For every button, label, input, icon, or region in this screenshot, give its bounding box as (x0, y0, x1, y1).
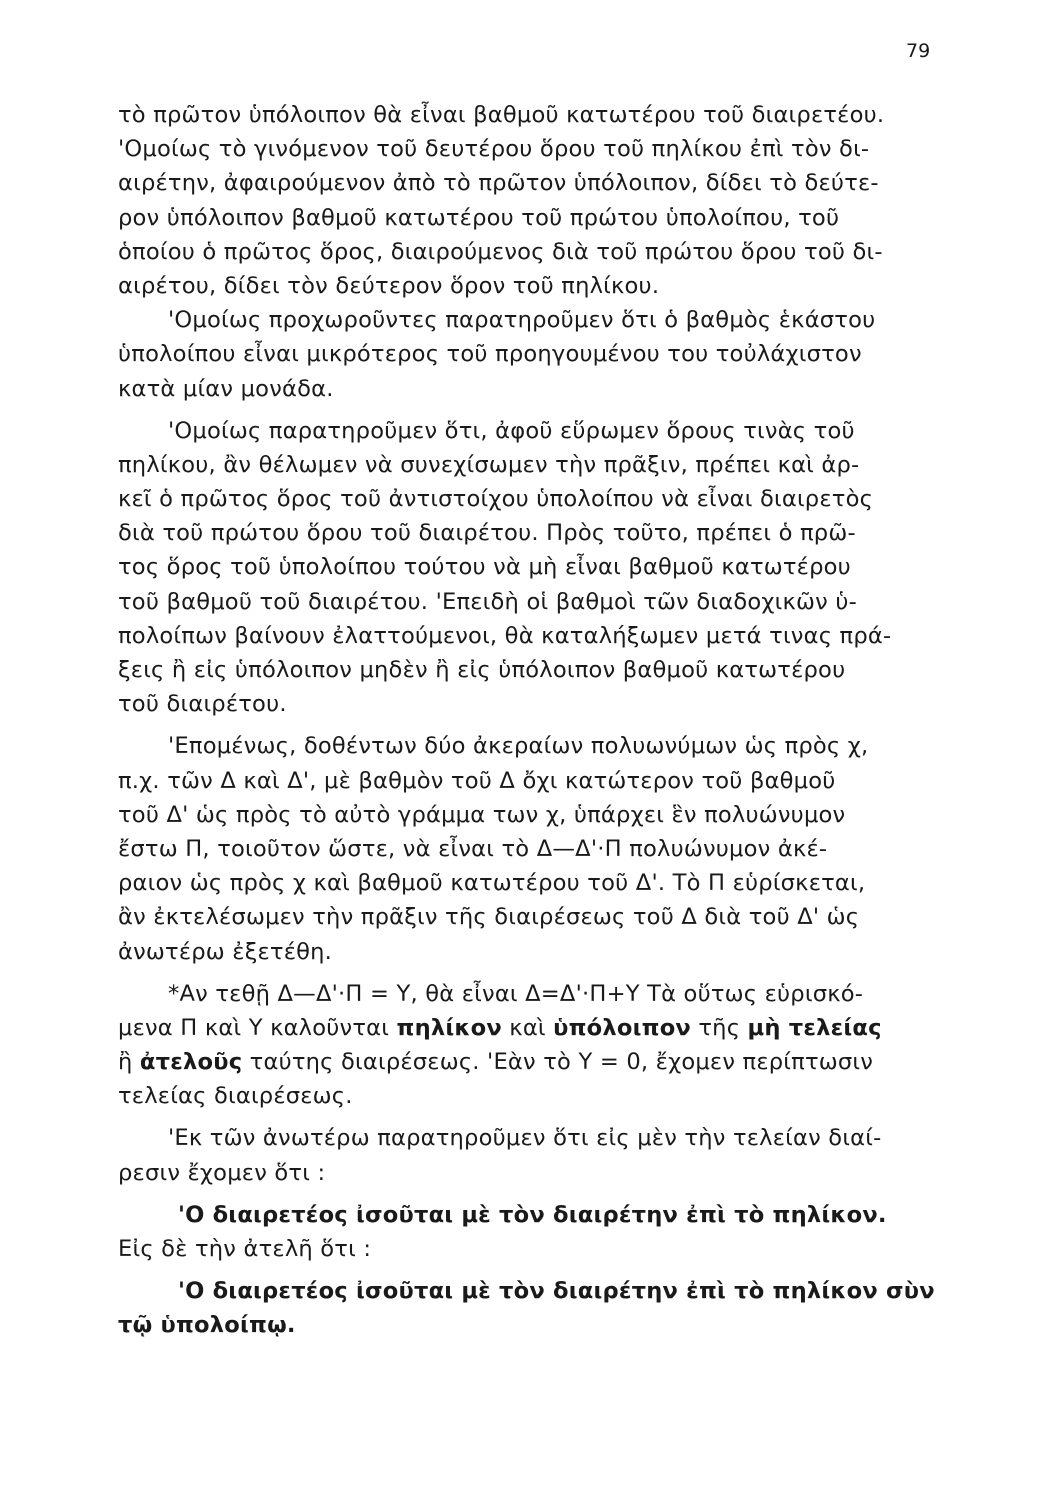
text-span: τοῦ Δ' ὡς πρὸς τὸ αὐτὸ γράμμα των χ, ὑπάρχει ἓν πολυώνυμον (118, 801, 846, 828)
text-line (118, 1232, 940, 1266)
text-span: διὰ τοῦ πρώτου ὅρου τοῦ διαιρέτου. Πρὸς τοῦτο, πρέπει ὁ πρῶ- (118, 520, 856, 547)
text-span: αιρέτην, ἀφαιρούμενον ἀπὸ τὸ πρῶτον ὑπόλοιπον, δίδει τὸ δεύτε- (118, 170, 879, 197)
text-line (118, 1079, 940, 1113)
text-span: ἂν ἐκτελέσωμεν τὴν πρᾶξιν τῆς διαιρέσεως τοῦ Δ διὰ τοῦ Δ' ὡς (118, 904, 860, 931)
text-span: τὸ πρῶτον ὑπόλοιπον θὰ εἶναι βαθμοῦ κατωτέρου τοῦ διαιρετέου. (118, 102, 885, 128)
text-line (118, 1011, 940, 1045)
text-line (118, 1198, 940, 1232)
text-span: ἔστω Π, τοιοῦτον ὥστε, νὰ εἶναι τὸ Δ—Δ'·Π πολυώνυμον ἀκέ- (118, 835, 828, 862)
text-span: ρον ὑπόλοιπον βαθμοῦ κατωτέρου τοῦ πρώτου ὑπολοίπου, τοῦ (118, 204, 840, 231)
bold-text: μὴ τελείας (747, 1014, 882, 1041)
text-span: ἀνωτέρω ἐξετέθη. (118, 938, 333, 965)
text-line (118, 337, 940, 371)
text-line (118, 201, 940, 235)
text-line (118, 764, 940, 798)
text-span: ξεις ἢ εἰς ὑπόλοιπον μηδὲν ἢ εἰς ὑπόλοιπον βαθμοῦ κατωτέρου (118, 657, 846, 683)
text-line (118, 482, 940, 516)
text-line (118, 372, 940, 406)
text-span: κεῖ ὁ πρῶτος ὅρος τοῦ ἀντιστοίχου ὑπολοίπου νὰ εἶναι διαιρετὸς (118, 486, 874, 513)
text-line (118, 1156, 940, 1190)
text-span: 'Επομένως, δοθέντων δύο ἀκεραίων πολυωνύμων ὡς πρὸς χ, (168, 733, 869, 760)
text-line (118, 900, 940, 934)
text-line (118, 516, 940, 550)
text-span: ταύτης διαιρέσεως. 'Εὰν τὸ Υ = 0, ἔχομεν περίπτωσιν (242, 1049, 874, 1076)
text-span: μενα Π καὶ Υ καλοῦνται (118, 1014, 397, 1041)
text-line (118, 269, 940, 303)
text-line (118, 132, 940, 166)
text-line (118, 866, 940, 900)
paragraph-gap (118, 406, 940, 414)
text-line (118, 303, 940, 337)
paragraph-gap (118, 1266, 940, 1274)
text-line (118, 235, 940, 269)
text-span: αιρέτου, δίδει τὸν δεύτερον ὅρον τοῦ πηλίκου. (118, 272, 660, 299)
bold-text: 'Ο διαιρετέος ἰσοῦται μὲ τὸν διαιρέτην ἐπὶ τὸ πηλίκον. (178, 1201, 887, 1228)
text-span: τελείας διαιρέσεως. (118, 1083, 353, 1110)
text-line (118, 585, 940, 619)
paragraph-gap (118, 1113, 940, 1121)
text-span: 'Ομοίως παρατηροῦμεν ὅτι, ἀφοῦ εὕρωμεν ὅρους τινὰς τοῦ (168, 417, 855, 444)
text-line (118, 550, 940, 584)
paragraph-gap (118, 1190, 940, 1198)
paragraph-gap (118, 969, 940, 977)
bold-text: τῷ ὑπολοίπῳ. (118, 1312, 296, 1339)
text-span: 'Ομοίως τὸ γινόμενον τοῦ δευτέρου ὅρου τοῦ πηλίκου ἐπὶ τὸν δι- (118, 136, 870, 163)
text-span: κατὰ μίαν μονάδα. (118, 375, 334, 402)
bold-text: πηλίκον (396, 1014, 502, 1041)
text-line (118, 798, 940, 832)
text-span: καὶ (501, 1014, 554, 1041)
text-line (118, 935, 940, 969)
text-span: τοῦ βαθμοῦ τοῦ διαιρέτου. 'Επειδὴ οἱ βαθμοὶ τῶν διαδοχικῶν ὑ- (118, 588, 857, 615)
text-line (118, 653, 940, 687)
text-line (118, 729, 940, 763)
page-number: 79 (906, 40, 931, 62)
text-line (118, 1045, 940, 1079)
text-span: πηλίκου, ἂν θέλωμεν νὰ συνεχίσωμεν τὴν πρᾶξιν, πρέπει καὶ ἀρ- (118, 451, 860, 478)
text-span: ὑπολοίπου εἶναι μικρότερος τοῦ προηγουμένου του τοὐλάχιστον (118, 341, 862, 368)
text-span: τῆς (691, 1014, 748, 1041)
text-span: 'Εκ τῶν ἀνωτέρω παρατηροῦμεν ὅτι εἰς μὲν τὴν τελείαν διαί- (168, 1125, 882, 1152)
text-line (118, 1308, 940, 1342)
text-span: ραιον ὡς πρὸς χ καὶ βαθμοῦ κατωτέρου τοῦ Δ'. Τὸ Π εὑρίσκεται, (118, 870, 866, 897)
text-line (118, 166, 940, 200)
text-span: π.χ. τῶν Δ καὶ Δ', μὲ βαθμὸν τοῦ Δ ὄχι κατώτερον τοῦ βαθμοῦ (118, 767, 836, 794)
text-span: 'Ομοίως προχωροῦντες παρατηροῦμεν ὅτι ὁ βαθμὸς ἑκάστου (168, 307, 876, 334)
text-line (118, 619, 940, 653)
text-span: ρεσιν ἔχομεν ὅτι : (118, 1159, 326, 1186)
text-span: τοῦ διαιρέτου. (118, 691, 287, 718)
document-body (118, 98, 940, 1343)
text-span: *Αν τεθῇ Δ—Δ'·Π = Υ, θὰ εἶναι Δ=Δ'·Π+Υ Τὰ οὕτως εὑρισκό- (168, 980, 864, 1007)
text-span: Εἰς δὲ τὴν ἀτελῆ ὅτι : (118, 1236, 372, 1262)
text-line (118, 1274, 940, 1308)
text-line (118, 414, 940, 448)
bold-text: 'Ο διαιρετέος ἰσοῦται μὲ τὸν διαιρέτην ἐπὶ τὸ πηλίκον σὺν (178, 1278, 935, 1305)
bold-text: ὑπόλοιπον (553, 1014, 691, 1041)
text-span: ἢ (118, 1049, 140, 1076)
text-span: ὁποίου ὁ πρῶτος ὅρος, διαιρούμενος διὰ τοῦ πρώτου ὅρου τοῦ δι- (118, 238, 883, 265)
text-line (118, 687, 940, 721)
text-line (118, 448, 940, 482)
text-span: τος ὅρος τοῦ ὑπολοίπου τούτου νὰ μὴ εἶναι βαθμοῦ κατωτέρου (118, 554, 851, 581)
bold-text: ἀτελοῦς (139, 1049, 243, 1076)
text-span: πολοίπων βαίνουν ἐλαττούμενοι, θὰ καταλήξωμεν μετά τινας πρά- (118, 622, 892, 649)
text-line (118, 98, 940, 132)
paragraph-gap (118, 721, 940, 729)
text-line (118, 977, 940, 1011)
text-line (118, 1121, 940, 1155)
text-line (118, 832, 940, 866)
